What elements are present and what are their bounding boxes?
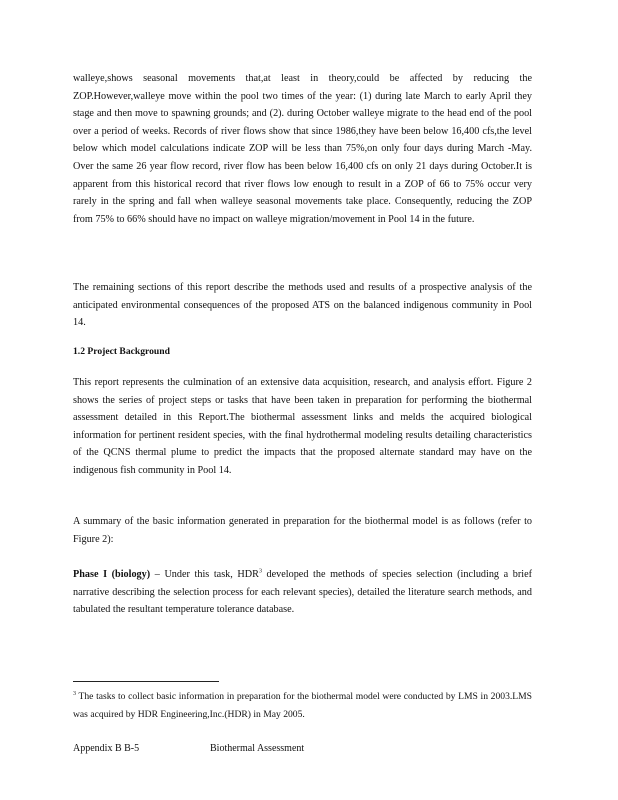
paragraph-summary-intro: A summary of the basic information generated in preparation for the biothermal model is as follows (refer to Figure 2): (73, 516, 532, 545)
phase-one-label: Phase I (biology) (73, 569, 151, 580)
phase-one-rest: developed the methods of species selection (including a brief narrative describing the selection process for each relevant species), detailed the literature search methods, and tabulated the resultant temperature tolerance database. (73, 569, 532, 616)
footnote (73, 688, 532, 723)
footnote-reference: 3 (258, 568, 262, 575)
footer-page-label: Appendix B B-5 (73, 743, 140, 754)
footnote-divider (73, 681, 219, 682)
section-heading: 1.2 Project Background (73, 346, 170, 357)
footer-document-title: Biothermal Assessment (210, 743, 305, 754)
paragraph-project-background: This report represents the culmination of an extensive data acquisition, research, and analysis effort. Figure 2 shows the series of project steps or tasks that have been taken in preparation for performing the biothermal assessment detailed in this Report.The biothermal assessment links and melds the acquired biological information for pertinent resident species, with the final hydrothermal modeling results detailing characteristics of the QCNS thermal plume to predict the impacts that the proposed alternate standard may have on the indigenous fish community in Pool 14. (73, 377, 532, 476)
footnote-marker: 3 (73, 690, 76, 697)
paragraph-remaining-sections: The remaining sections of this report describe the methods used and results of a prospective analysis of the anticipated environmental consequences of the proposed ATS on the balanced indigenous community in Pool 14. (73, 282, 532, 329)
paragraph-phase-one (73, 566, 532, 619)
footnote-text: The tasks to collect basic information in preparation for the biothermal model were conducted by LMS in 2003.LMS was acquired by HDR Engineering,Inc.(HDR) in May 2005. (73, 691, 532, 720)
phase-one-text: – Under this task, HDR (150, 569, 259, 580)
paragraph-walleye-movements: walleye,shows seasonal movements that,at least in theory,could be affected by reducing the ZOP.However,walleye move within the pool two times of the year: (1) during late March to early April they stage and then move to spawning grounds; and (2). during October walleye migrate to the head end of the pool over a period of weeks. Records of river flows show that since 1986,they have been below 16,400 cfs,the level below which model calculations indicate ZOP will be less than 75%,on only four days during March -May. Over the same 26 year flow record, river flow has been below 16,400 cfs on only 21 days during October.It is apparent from this historical record that river flows low enough to result in a ZOP of 66 to 75% occur very rarely in the spring and fall when walleye seasonal movements take place. Consequently, reducing the ZOP from 75% to 66% should have no impact on walleye migration/movement in Pool 14 in the future. (73, 73, 532, 225)
